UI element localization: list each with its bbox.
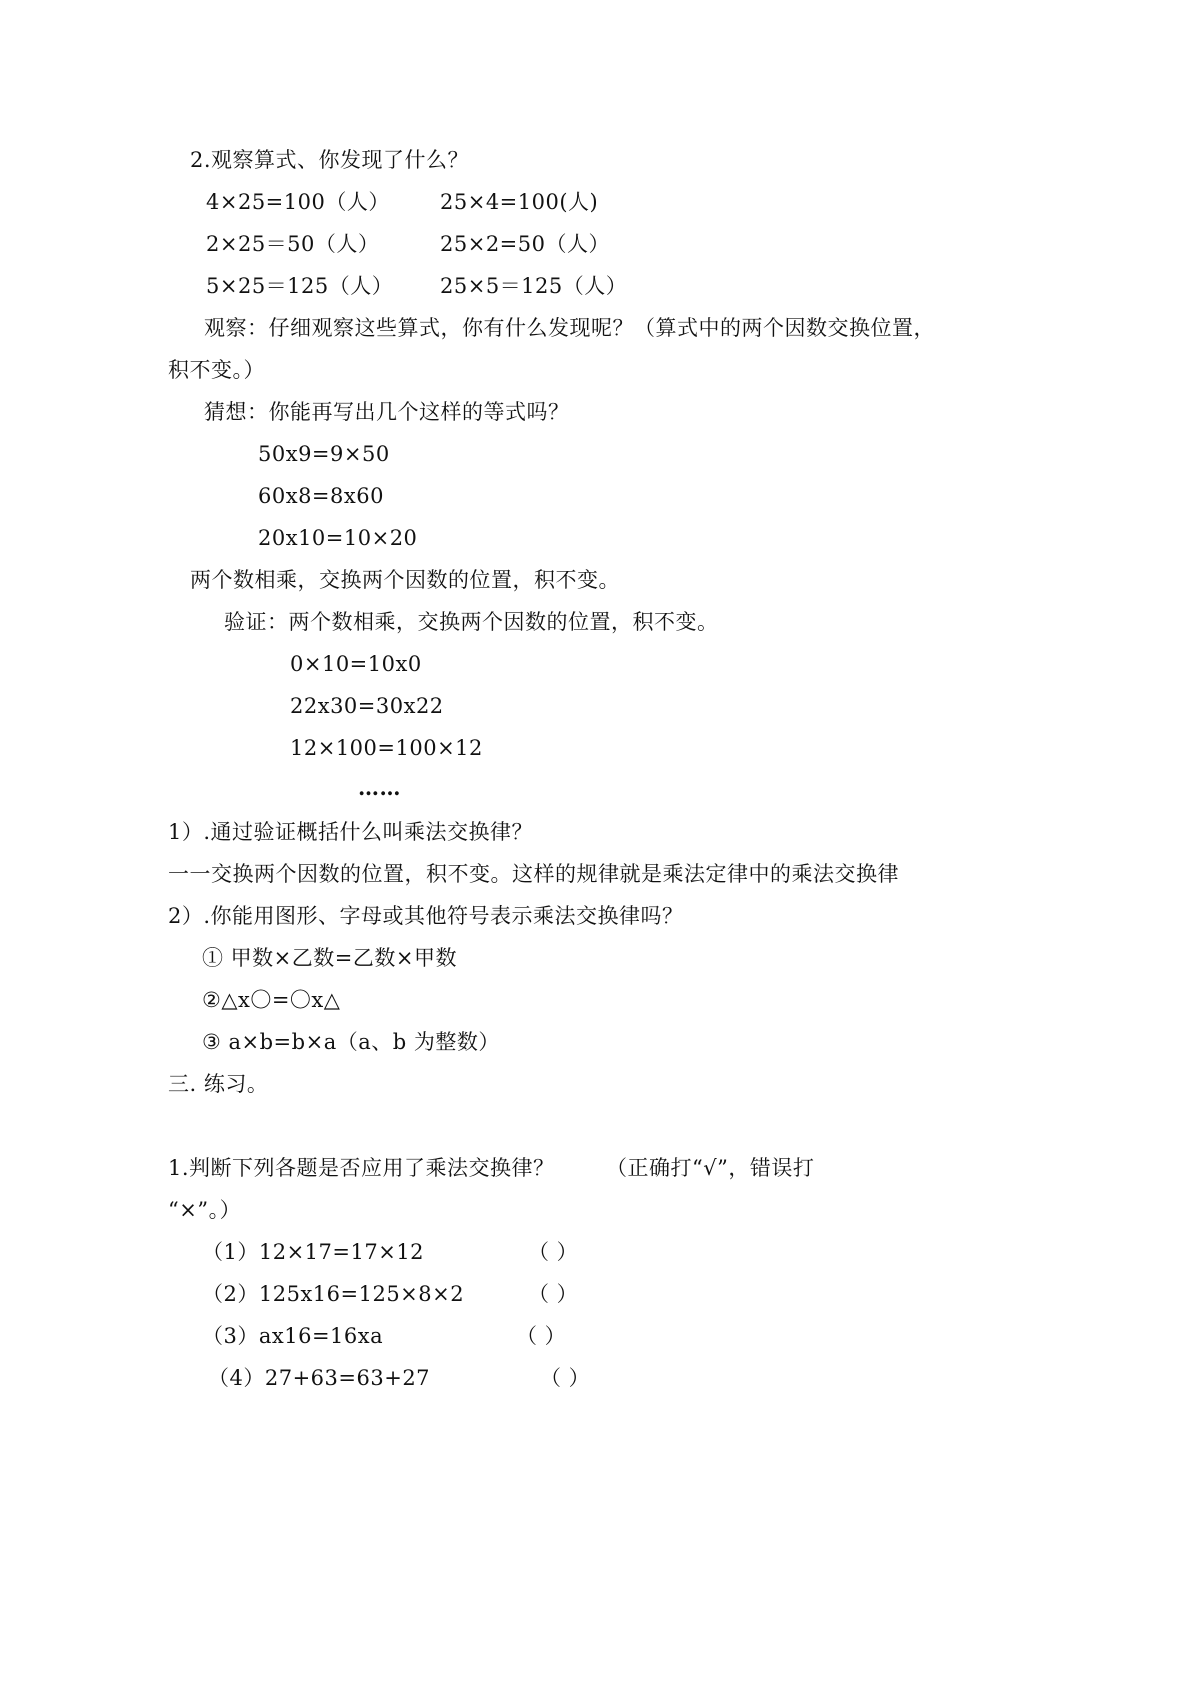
section-2-title: 2.观察算式、你发现了什么？ [190, 148, 470, 172]
equation-left-1: 4×25=100（人） [206, 190, 390, 214]
answer-blank-1: （ ） [528, 1240, 579, 1264]
question-2: 2）.你能用图形、字母或其他符号表示乘法交换律吗？ [168, 904, 684, 928]
answer-blank-2: （ ） [528, 1282, 579, 1306]
answer-blank-4: （ ） [540, 1366, 591, 1390]
equation-right-1: 25×4=100(人) [440, 190, 599, 214]
exercise-1-note: （正确打“√”，错误打 [606, 1156, 815, 1180]
equation-left-3: 5×25＝125（人） [206, 274, 394, 298]
observe-line-1: 观察：仔细观察这些算式，你有什么发现呢？（算式中的两个因数交换位置， [204, 316, 935, 340]
verify-example-3: 12×100=100×12 [290, 736, 483, 760]
exercise-item-2: （2）125x16=125×8×2 [202, 1282, 465, 1306]
verify-line: 验证：两个数相乘，交换两个因数的位置，积不变。 [224, 610, 719, 634]
representation-3: ③ a×b=b×a（a、b 为整数） [202, 1030, 500, 1054]
exercise-1-line-2: “×”。） [168, 1198, 242, 1222]
representation-1: ① 甲数×乙数=乙数×甲数 [202, 946, 457, 970]
rule-statement: 两个数相乘，交换两个因数的位置，积不变。 [190, 568, 620, 592]
ellipsis: …… [358, 775, 401, 800]
verify-example-2: 22x30=30x22 [290, 694, 444, 718]
answer-blank-3: （ ） [516, 1324, 567, 1348]
answer-1: 一一交换两个因数的位置，积不变。这样的规律就是乘法定律中的乘法交换律 [168, 862, 899, 886]
guess-example-3: 20x10=10×20 [258, 526, 418, 550]
exercise-item-4: （4）27+63=63+27 [208, 1366, 431, 1390]
verify-example-1: 0×10=10x0 [290, 652, 422, 676]
equation-right-2: 25×2=50（人） [440, 232, 610, 256]
guess-example-1: 50x9=9×50 [258, 442, 390, 466]
exercise-item-3: （3）ax16=16xa [202, 1324, 384, 1348]
exercise-1-line-1: 1.判断下列各题是否应用了乘法交换律？ [168, 1156, 555, 1180]
exercise-item-1: （1）12×17=17×12 [202, 1240, 425, 1264]
section-3-title: 三. 练习。 [168, 1072, 269, 1096]
guess-line: 猜想：你能再写出几个这样的等式吗？ [204, 400, 570, 424]
equation-right-3: 25×5＝125（人） [440, 274, 628, 298]
observe-line-2: 积不变。） [168, 358, 265, 382]
equation-left-2: 2×25＝50（人） [206, 232, 380, 256]
guess-example-2: 60x8=8x60 [258, 484, 384, 508]
question-1: 1）.通过验证概括什么叫乘法交换律？ [168, 820, 534, 844]
representation-2: ②△x〇=〇x△ [202, 988, 341, 1012]
